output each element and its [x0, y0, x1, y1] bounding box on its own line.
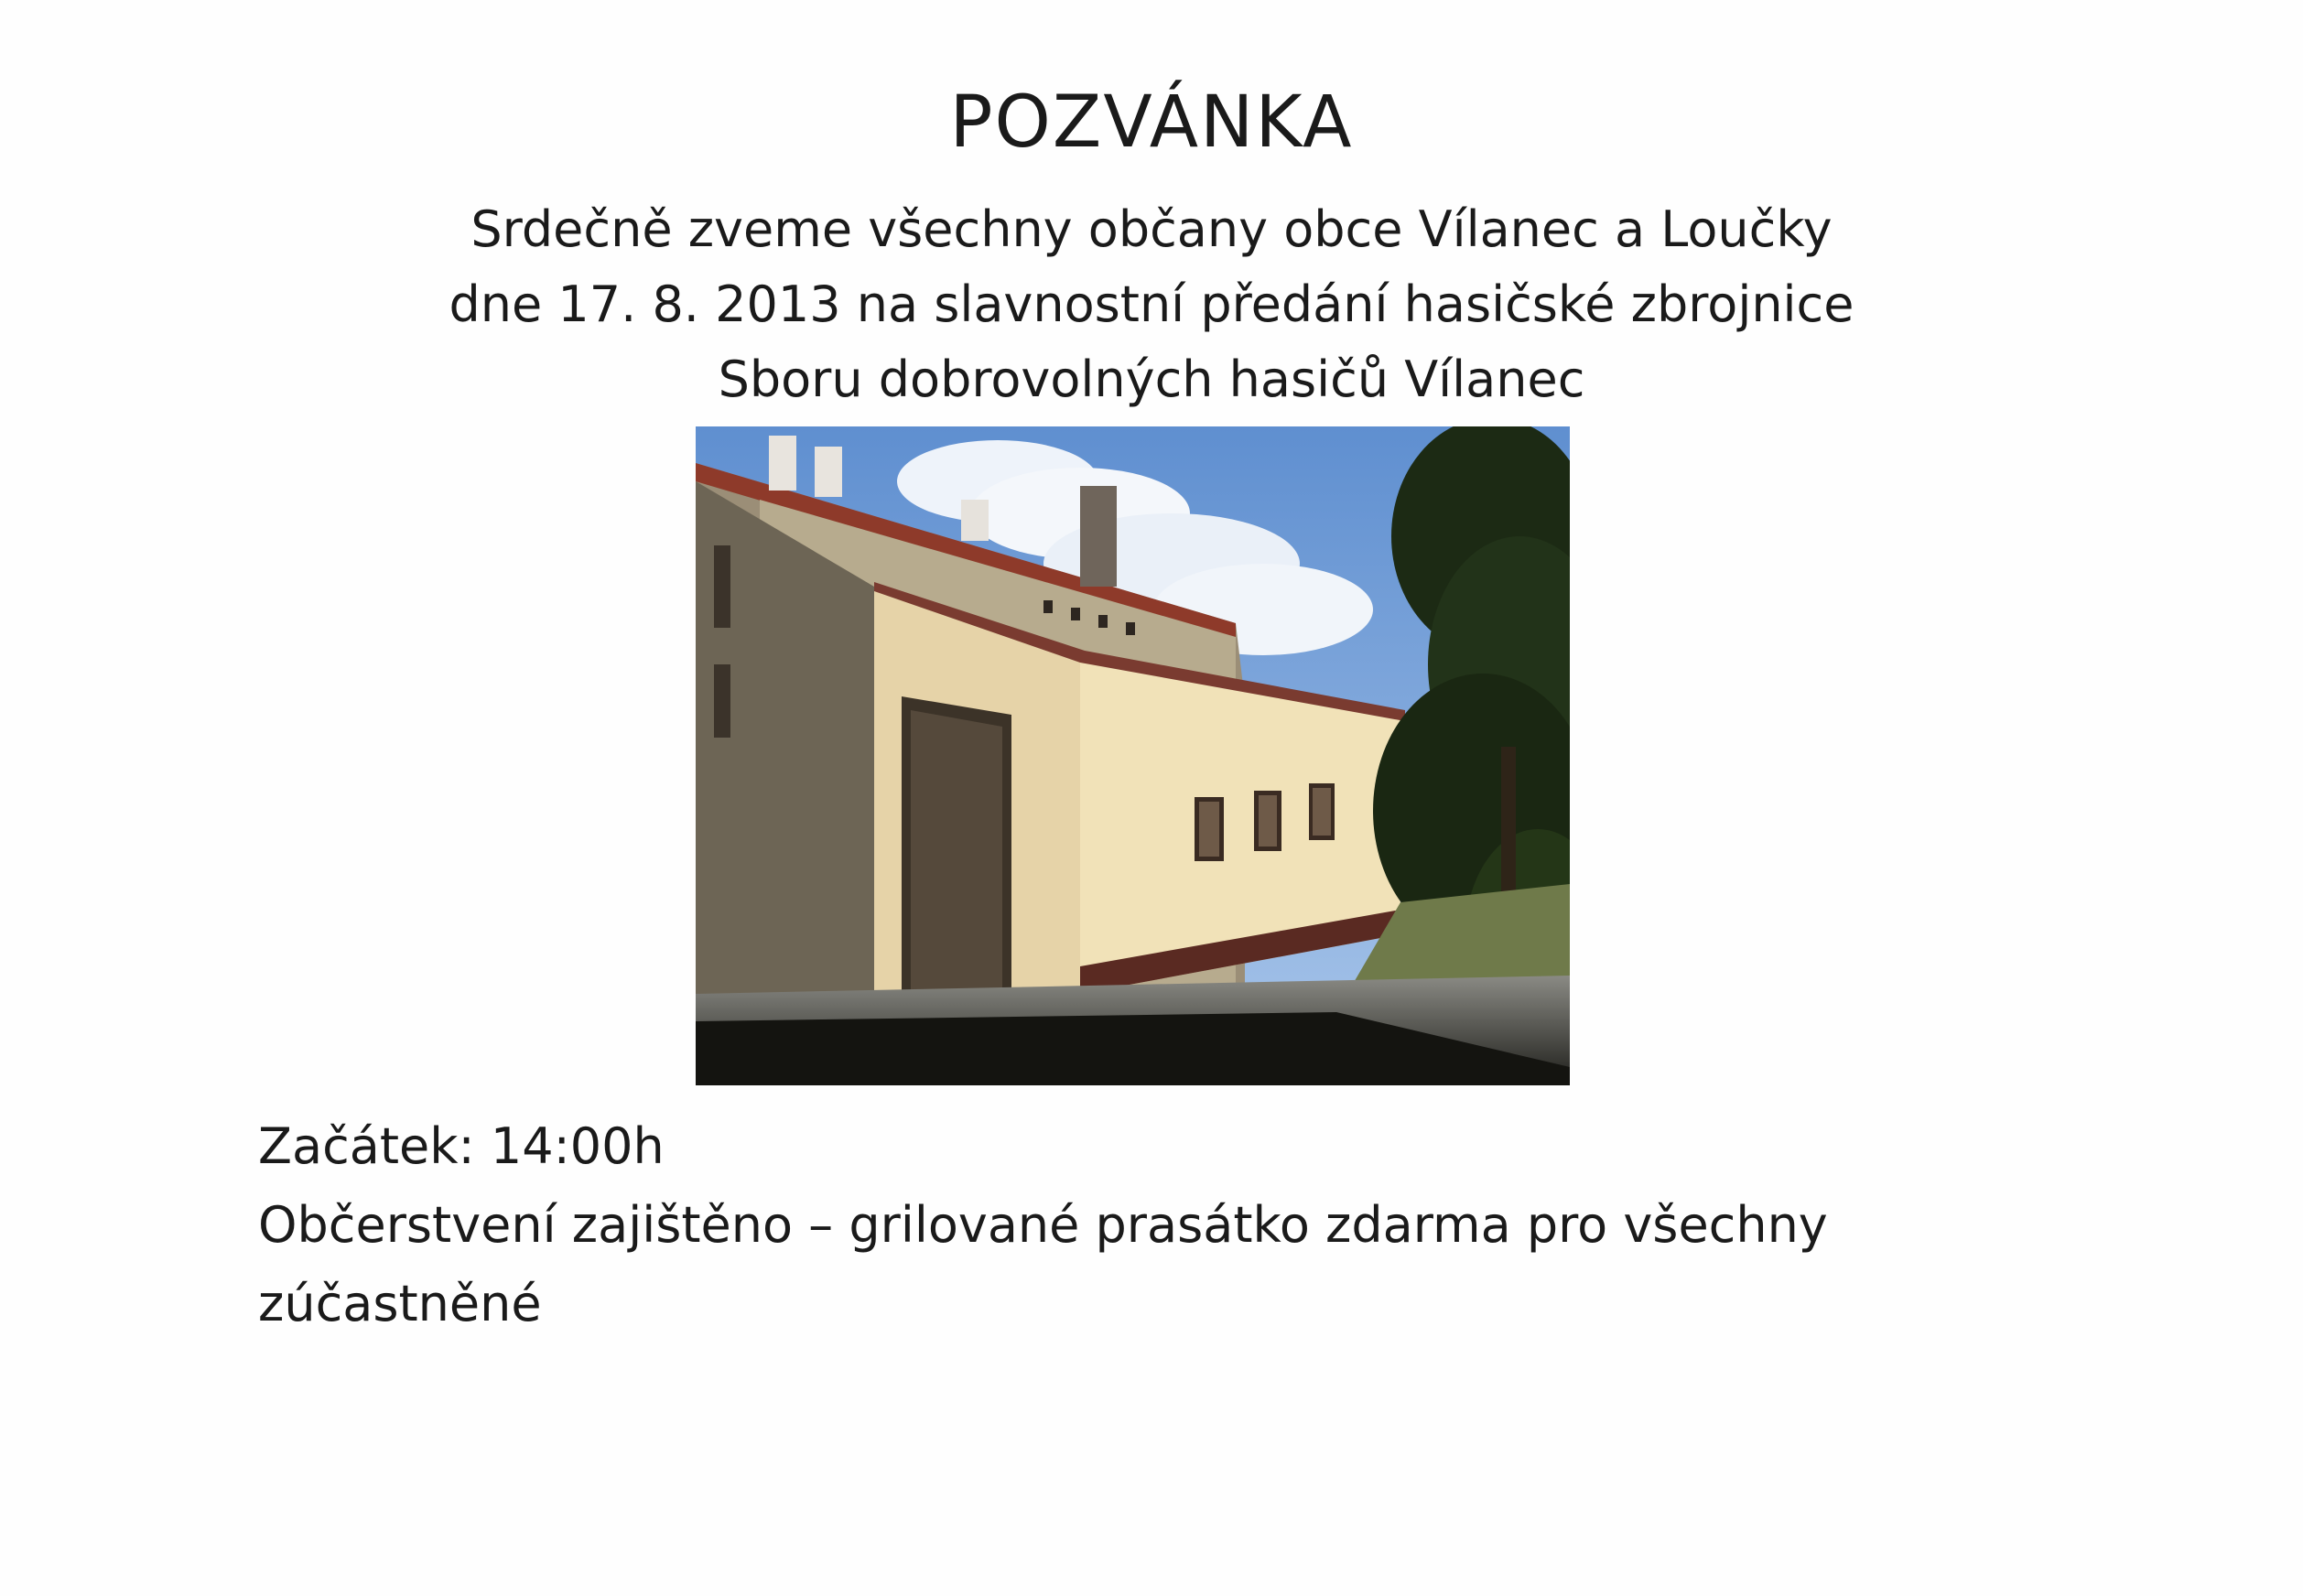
- intro-line: Sboru dobrovolných hasičů Vílanec: [718, 350, 1585, 408]
- invitation-title: POZVÁNKA: [949, 81, 1354, 164]
- invitation-intro: [0, 192, 2303, 417]
- intro-line: dne 17. 8. 2013 na slavnostní předání hasičské zbrojnice: [449, 275, 1854, 333]
- intro-line: Srdečně zveme všechny občany obce Vílanec a Loučky: [470, 200, 1833, 258]
- event-details: [258, 1107, 2089, 1343]
- refreshment-info: Občerstvení zajištěno – grilované prasátko zdarma pro všechny: [258, 1196, 1828, 1254]
- fire-station-illustration: [696, 426, 1570, 1085]
- fire-station-photo: [696, 426, 1570, 1085]
- start-time: Začátek: 14:00h: [258, 1117, 665, 1175]
- refreshment-info-continued: zúčastněné: [258, 1275, 542, 1332]
